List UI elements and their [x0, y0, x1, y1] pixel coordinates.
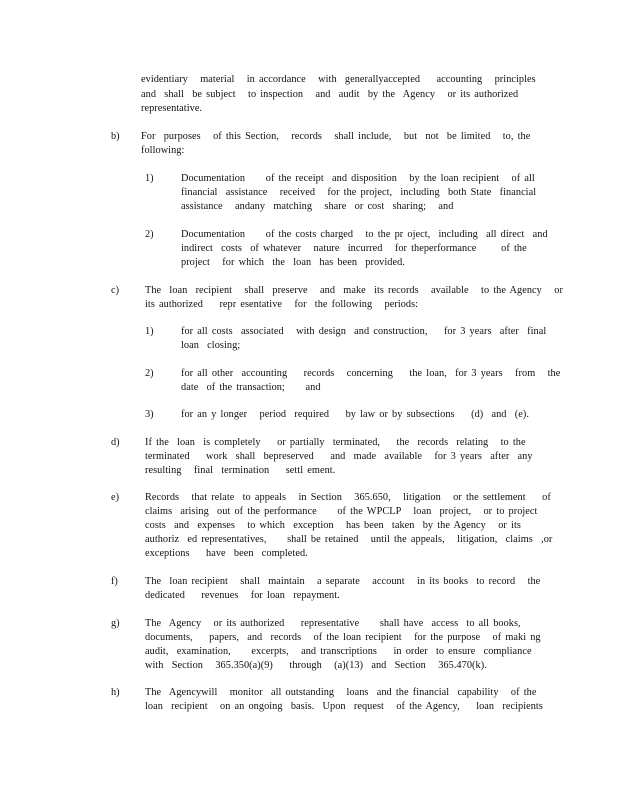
- text-line: The loan recipient shall maintain a separate account in its books to record the: [145, 576, 541, 587]
- text-line: evidentiary material in accordance with generallyaccepted accounting principles: [141, 74, 536, 85]
- text-line: with Section 365.350(a)(9) through (a)(13) and Section 365.470(k).: [145, 660, 487, 671]
- text-line: date of the transaction; and: [181, 382, 321, 393]
- text-line: costs and expenses to which exception has been taken by the Agency or its: [145, 520, 521, 531]
- item-label: g): [111, 618, 120, 629]
- item-label: d): [111, 437, 120, 448]
- text-line: and shall be subject to inspection and audit by the Agency or its authorized: [141, 89, 519, 100]
- text-line: assistance andany matching share or cost sharing; and: [181, 201, 454, 212]
- item-label: h): [111, 687, 120, 698]
- item-label: c): [111, 285, 119, 296]
- subitem-label: 1): [145, 326, 154, 337]
- text-line: its authorized repr esentative for the following periods:: [145, 299, 419, 310]
- subitem-label: 2): [145, 368, 154, 379]
- subitem-label: 3): [145, 409, 154, 420]
- text-line: loan recipient on an ongoing basis. Upon request of the Agency, loan recipients: [145, 701, 543, 712]
- text-line: for all other accounting records concerning the loan, for 3 years from the: [181, 368, 561, 379]
- item-label: e): [111, 492, 119, 503]
- text-line: terminated work shall bepreserved and made available for 3 years after any: [145, 451, 533, 462]
- text-line: Records that relate to appeals in Section 365.650, litigation or the settlement of: [145, 492, 551, 503]
- text-line: project for which the loan has been provided.: [181, 257, 405, 268]
- text-line: The Agencywill monitor all outstanding loans and the financial capability of the: [145, 687, 537, 698]
- text-line: dedicated revenues for loan repayment.: [145, 590, 340, 601]
- text-line: financial assistance received for the project, including both State financial: [181, 187, 537, 198]
- text-line: authoriz ed representatives, shall be retained until the appeals, litigation, claims ,or: [145, 534, 553, 545]
- text-line: indirect costs of whatever nature incurred for theperformance of the: [181, 243, 527, 254]
- text-line: for all costs associated with design and construction, for 3 years after final: [181, 326, 547, 337]
- subitem-label: 1): [145, 173, 154, 184]
- item-label: b): [111, 131, 120, 142]
- text-line: representative.: [141, 103, 203, 114]
- text-line: for an y longer period required by law or by subsections (d) and (e).: [181, 409, 529, 420]
- text-line: claims arising out of the performance of the WPCLP loan project, or to project: [145, 506, 538, 517]
- text-line: Documentation of the receipt and disposition by the loan recipient of all: [181, 173, 535, 184]
- text-line: If the loan is completely or partially terminated, the records relating to the: [145, 437, 526, 448]
- text-line: The Agency or its authorized representative shall have access to all books,: [145, 618, 521, 629]
- text-line: Documentation of the costs charged to the pr oject, including all direct and: [181, 229, 548, 240]
- text-line: exceptions have been completed.: [145, 548, 308, 559]
- text-line: resulting final termination settl ement.: [145, 465, 336, 476]
- text-line: loan closing;: [181, 340, 241, 351]
- text-line: following:: [141, 145, 185, 156]
- text-line: The loan recipient shall preserve and make its records available to the Agency or: [145, 285, 563, 296]
- subitem-label: 2): [145, 229, 154, 240]
- text-line: documents, papers, and records of the loan recipient for the purpose of maki ng: [145, 632, 541, 643]
- text-line: For purposes of this Section, records shall include, but not be limited to, the: [141, 131, 531, 142]
- text-line: audit, examination, excerpts, and transcriptions in order to ensure compliance: [145, 646, 532, 657]
- item-label: f): [111, 576, 118, 587]
